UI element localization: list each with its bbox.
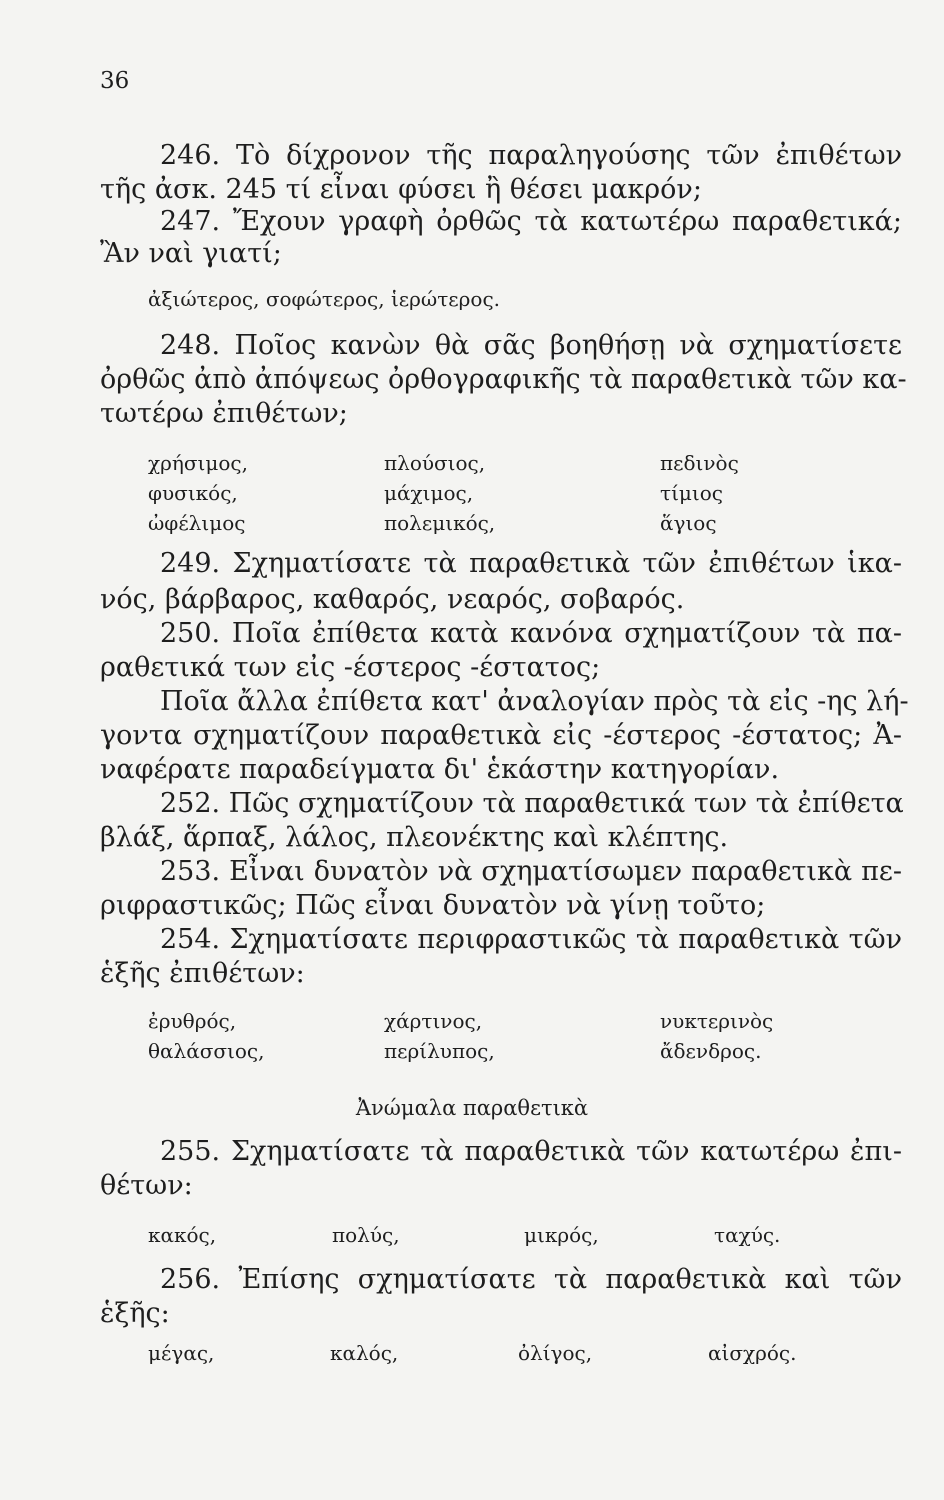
word: ὀλίγος, (518, 1341, 593, 1365)
word: ὠφέλιμος (148, 511, 246, 535)
word: ἄδενδρος. (660, 1039, 762, 1063)
word: μικρός, (524, 1223, 599, 1247)
exercise-255-line2: θέτων: (100, 1170, 193, 1201)
exercise-248-line3: τωτέρω ἐπιθέτων; (100, 398, 348, 429)
exercise-250-line4: γοντα σχηματίζουν παραθετικὰ εἰς -έστερος -έστατος; Ἀ- (100, 720, 902, 751)
word: νυκτερινὸς (660, 1009, 774, 1033)
exercise-250-line2: ραθετικά των εἰς -έστερος -έστατος; (100, 652, 601, 683)
exercise-250-line5: ναφέρατε παραδείγματα δι' ἑκάστην κατηγορίαν. (100, 754, 780, 785)
exercise-254-line2: ἑξῆς ἐπιθέτων: (100, 958, 305, 989)
word: χρήσιμος, (148, 451, 248, 475)
exercise-247-line2: Ἂν ναὶ γιατί; (100, 238, 282, 269)
exercise-246-line2: τῆς ἀσκ. 245 τί εἶναι φύσει ἢ θέσει μακρόν; (100, 174, 702, 205)
word: κακός, (148, 1223, 217, 1247)
word: πεδινὸς (660, 451, 739, 475)
exercise-250-line3: Ποῖα ἄλλα ἐπίθετα κατ' ἀναλογίαν πρὸς τὰ εἰς -ης λή- (160, 686, 909, 717)
exercise-253-line2: ριφραστικῶς; Πῶς εἶναι δυνατὸν νὰ γίνῃ τοῦτο; (100, 890, 766, 921)
exercise-252-line2: βλάξ, ἅρπαξ, λάλος, πλεονέκτης καὶ κλέπτης. (100, 822, 729, 853)
word: θαλάσσιος, (148, 1039, 265, 1063)
word: ἐρυθρός, (148, 1009, 237, 1033)
word: πλούσιος, (384, 451, 486, 475)
word: μέγας, (148, 1341, 215, 1365)
word: πολεμικός, (384, 511, 496, 535)
page-number: 36 (100, 68, 130, 94)
word: πολύς, (332, 1223, 400, 1247)
exercise-246-line1: 246. Τὸ δίχρονον τῆς παραληγούσης τῶν ἐπιθέτων (160, 140, 902, 171)
word: καλός, (330, 1341, 399, 1365)
exercise-252-line1: 252. Πῶς σχηματίζουν τὰ παραθετικά των τὰ ἐπίθετα (160, 788, 904, 819)
exercise-248-line2: ὀρθῶς ἀπὸ ἀπόψεως ὀρθογραφικῆς τὰ παραθετικὰ τῶν κα- (100, 364, 907, 395)
exercise-255-line1: 255. Σχηματίσατε τὰ παραθετικὰ τῶν κατωτέρω ἐπι- (160, 1136, 902, 1167)
exercise-249-line2: νός, βάρβαρος, καθαρός, νεαρός, σοβαρός. (100, 584, 685, 615)
exercise-248-line1: 248. Ποῖος κανὼν θὰ σᾶς βοηθήσῃ νὰ σχηματίσετε (160, 330, 902, 361)
exercise-250-line1: 250. Ποῖα ἐπίθετα κατὰ κανόνα σχηματίζουν τὰ πα- (160, 618, 902, 649)
word: χάρτινος, (384, 1009, 483, 1033)
word: τίμιος (660, 481, 723, 505)
exercise-256-line1: 256. Ἐπίσης σχηματίσατε τὰ παραθετικὰ καὶ τῶν (160, 1264, 902, 1295)
word: ταχύς. (714, 1223, 781, 1247)
exercise-253-line1: 253. Εἶναι δυνατὸν νὰ σχηματίσωμεν παραθετικὰ πε- (160, 856, 902, 887)
exercise-249-line1: 249. Σχηματίσατε τὰ παραθετικὰ τῶν ἐπιθέτων ἱκα- (160, 548, 902, 579)
exercise-247-words: ἀξιώτερος, σοφώτερος, ἱερώτερος. (148, 287, 501, 311)
exercise-254-line1: 254. Σχηματίσατε περιφραστικῶς τὰ παραθετικὰ τῶν (160, 924, 902, 955)
word: αἰσχρός. (708, 1341, 797, 1365)
exercise-247-line1: 247. Ἔχουν γραφὴ ὀρθῶς τὰ κατωτέρω παραθετικά; (160, 206, 902, 237)
section-heading: Ἀνώμαλα παραθετικὰ (355, 1096, 589, 1120)
exercise-256-line2: ἑξῆς: (100, 1298, 170, 1329)
word: περίλυπος, (384, 1039, 495, 1063)
word: φυσικός, (148, 481, 238, 505)
word: ἅγιος (660, 511, 717, 535)
word: μάχιμος, (384, 481, 474, 505)
